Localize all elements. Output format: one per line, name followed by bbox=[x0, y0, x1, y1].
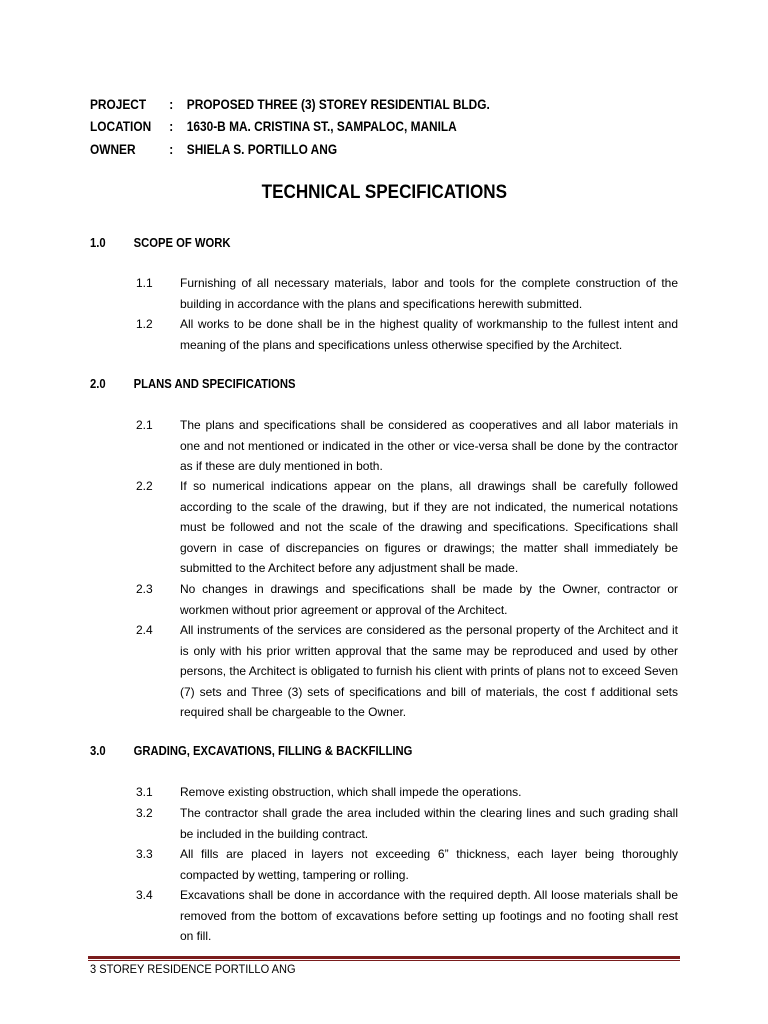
document-title bbox=[0, 182, 768, 204]
item-number: 3.3 bbox=[136, 847, 153, 861]
location-row bbox=[90, 116, 490, 139]
item-number: 2.1 bbox=[136, 418, 153, 432]
owner-value: SHIELA S. PORTILLO ANG bbox=[186, 141, 338, 157]
item-number: 1.2 bbox=[136, 317, 153, 331]
item-number: 3.1 bbox=[136, 785, 153, 799]
footer-text: 3 STOREY RESIDENCE PORTILLO ANG bbox=[90, 962, 296, 976]
owner-row bbox=[90, 138, 490, 161]
page-footer bbox=[90, 962, 313, 976]
item-number: 3.4 bbox=[136, 888, 153, 902]
section-number: 3.0 bbox=[90, 744, 106, 758]
item-text: If so numerical indications appear on the plans, all drawings shall be carefully followed according to the scale of the drawing, but if they are not indicated, the numerical notations must be followed and not the scale of the drawing and specifications. Specifications shall govern in case of discrepancies on figures or drawings; the matter shall immediately be submitted to the Architect before any adjustment shall be made. bbox=[180, 479, 678, 575]
owner-label: OWNER bbox=[90, 141, 136, 157]
item-text: Remove existing obstruction, which shall impede the operations. bbox=[180, 785, 522, 799]
project-value: PROPOSED THREE (3) STOREY RESIDENTIAL BLDG. bbox=[186, 96, 490, 112]
location-label: LOCATION bbox=[90, 119, 152, 135]
item-text: The plans and specifications shall be considered as cooperatives and all labor materials in one and not mentioned or indicated in the other or vice-versa shall be done by the contractor as if these are duly mentioned in both. bbox=[180, 418, 678, 473]
footer-divider-thin bbox=[88, 960, 680, 961]
item-text: Excavations shall be done in accordance with the required depth. All loose materials shall be removed from the bottom of excavations before setting up footings and no footing shall rest on fill. bbox=[180, 888, 678, 943]
footer-divider bbox=[88, 956, 680, 959]
colon: : bbox=[169, 119, 174, 135]
item-number: 2.4 bbox=[136, 623, 153, 637]
item-text: All fills are placed in layers not exceeding 6” thickness, each layer being thoroughly compacted by wetting, tampering or rolling. bbox=[180, 847, 678, 882]
section-heading bbox=[90, 236, 246, 250]
item-number: 1.1 bbox=[136, 276, 153, 290]
item-number: 2.2 bbox=[136, 479, 153, 493]
section-number: 1.0 bbox=[90, 236, 106, 250]
section-heading bbox=[90, 744, 448, 758]
item-number: 2.3 bbox=[136, 582, 153, 596]
item-text: No changes in drawings and specifications shall be made by the Owner, contractor or workmen without prior agreement or approval of the Architect. bbox=[180, 582, 678, 617]
location-value: 1630-B MA. CRISTINA ST., SAMPALOC, MANILA bbox=[186, 119, 457, 135]
section-title: PLANS AND SPECIFICATIONS bbox=[133, 377, 296, 391]
section-number: 2.0 bbox=[90, 377, 106, 391]
colon: : bbox=[169, 96, 174, 112]
section-heading bbox=[90, 377, 318, 391]
item-text: The contractor shall grade the area included within the clearing lines and such grading shall be included in the building contract. bbox=[180, 806, 678, 841]
project-row bbox=[90, 93, 490, 116]
item-text: Furnishing of all necessary materials, labor and tools for the complete construction of the building in accordance with the plans and specifications herewith submitted. bbox=[180, 276, 678, 311]
item-text: All works to be done shall be in the highest quality of workmanship to the fullest intent and meaning of the plans and specifications unless otherwise specified by the Architect. bbox=[180, 317, 678, 352]
project-header bbox=[90, 93, 544, 161]
project-label: PROJECT bbox=[90, 96, 147, 112]
section-title: GRADING, EXCAVATIONS, FILLING & BACKFILLING bbox=[133, 744, 413, 758]
document-title-text: TECHNICAL SPECIFICATIONS bbox=[261, 182, 507, 203]
section-title: SCOPE OF WORK bbox=[133, 236, 231, 250]
colon: : bbox=[169, 141, 174, 157]
item-number: 3.2 bbox=[136, 806, 153, 820]
item-text: All instruments of the services are considered as the personal property of the Architect and it is only with his prior written approval that the same may be reproduced and used by other persons, the Architect is obligated to furnish his client with prints of plans not to exceed Seven (7) sets and Three (3) sets of specifications and bill of materials, the cost f additional sets required shall be chargeable to the Owner. bbox=[180, 623, 678, 719]
